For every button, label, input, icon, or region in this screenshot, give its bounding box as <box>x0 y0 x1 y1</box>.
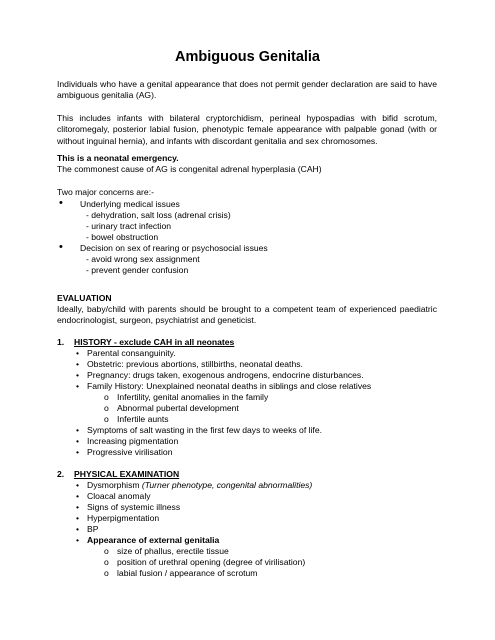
history-number: 1. <box>57 337 65 347</box>
exam-item: BP <box>87 524 99 534</box>
genitalia-heading: Appearance of external genitalia <box>87 535 220 545</box>
bullet-icon: • <box>76 381 80 391</box>
sub-bullet-icon: o <box>104 414 109 424</box>
genitalia-sub-item: labial fusion / appearance of scrotum <box>117 568 258 578</box>
bullet-icon: • <box>76 535 80 545</box>
family-sub-item: Infertility, genital anomalies in the family <box>117 392 269 402</box>
history-item: Symptoms of salt wasting in the first few days to weeks of life. <box>87 425 322 435</box>
bullet-icon: • <box>76 359 80 369</box>
history-item: Family History: Unexplained neonatal deaths in siblings and close relatives <box>87 381 372 391</box>
bullet-icon: • <box>76 524 80 534</box>
sub-bullet-icon: o <box>104 392 109 402</box>
exam-heading: PHYSICAL EXAMINATION <box>74 469 180 479</box>
concern-label: Underlying medical issues <box>80 199 180 209</box>
bullet-icon: • <box>76 370 80 380</box>
bullet-icon: • <box>76 425 80 435</box>
genitalia-sub-item: size of phallus, erectile tissue <box>117 546 229 556</box>
history-item: Parental consanguinity. <box>87 348 176 358</box>
bullet-icon: • <box>76 436 80 446</box>
dysmorphism-note: (Turner phenotype, congenital abnormalities) <box>141 480 313 490</box>
family-sub-item: Infertile aunts <box>117 414 169 424</box>
cah-note: The commonest cause of AG is congenital adrenal hyperplasia (CAH) <box>57 164 322 174</box>
history-item: Progressive virilisation <box>87 447 173 457</box>
exam-item: Hyperpigmentation <box>87 513 160 523</box>
history-item: Obstetric: previous abortions, stillbirths, neonatal deaths. <box>87 359 303 369</box>
genitalia-sub-item: position of urethral opening (degree of virilisation) <box>117 557 306 567</box>
bullet-icon: • <box>76 447 80 457</box>
bullet-icon: • <box>76 491 80 501</box>
concern-sub-item: - urinary tract infection <box>86 221 172 231</box>
concern-sub-item: - avoid wrong sex assignment <box>86 254 200 264</box>
sub-bullet-icon: o <box>104 568 109 578</box>
sub-bullet-icon: o <box>104 403 109 413</box>
bullet-icon: • <box>76 480 80 490</box>
exam-item: Cloacal anomaly <box>87 491 151 501</box>
concerns-intro: Two major concerns are:- <box>57 187 154 197</box>
concern-sub-item: - dehydration, salt loss (adrenal crisis) <box>86 210 231 220</box>
bullet-icon: • <box>59 241 63 253</box>
history-item: Pregnancy: drugs taken, exogenous androgens, endocrine disturbances. <box>87 370 364 380</box>
dysmorphism-label: Dysmorphism <box>87 480 140 490</box>
intro-paragraph-1: Individuals who have a genital appearance that does not permit gender declaration are said to have ambiguous genitalia (AG). <box>57 79 437 101</box>
concern-sub-item: - prevent gender confusion <box>86 265 189 275</box>
evaluation-heading: EVALUATION <box>57 293 112 303</box>
bullet-icon: • <box>59 197 63 209</box>
history-item: Increasing pigmentation <box>87 436 179 446</box>
page-title: Ambiguous Genitalia <box>174 49 320 65</box>
bullet-icon: • <box>76 513 80 523</box>
sub-bullet-icon: o <box>104 557 109 567</box>
evaluation-text: Ideally, baby/child with parents should be brought to a competent team of experienced paediatric endocrinologist, surgeon, psychiatrist and geneticist. <box>57 304 437 326</box>
history-heading: HISTORY - exclude CAH in all neonates <box>74 337 235 347</box>
exam-item-dysmorphism <box>87 480 312 491</box>
concern-sub-item: - bowel obstruction <box>86 232 159 242</box>
emergency-note: This is a neonatal emergency. <box>57 153 179 163</box>
concern-label: Decision on sex of rearing or psychosocial issues <box>80 243 268 253</box>
exam-number: 2. <box>57 469 65 479</box>
sub-bullet-icon: o <box>104 546 109 556</box>
intro-paragraph-2: This includes infants with bilateral cryptorchidism, perineal hypospadias with bifid scrotum, clitoromegaly, posterior labial fusion, phenotypic female appearance with palpable gonad (with or without inguinal hernia), and infants with discordant genitalia and sex chromosomes. <box>57 113 437 146</box>
bullet-icon: • <box>76 348 80 358</box>
exam-item: Signs of systemic illness <box>87 502 181 512</box>
bullet-icon: • <box>76 502 80 512</box>
family-sub-item: Abnormal pubertal development <box>117 403 239 413</box>
